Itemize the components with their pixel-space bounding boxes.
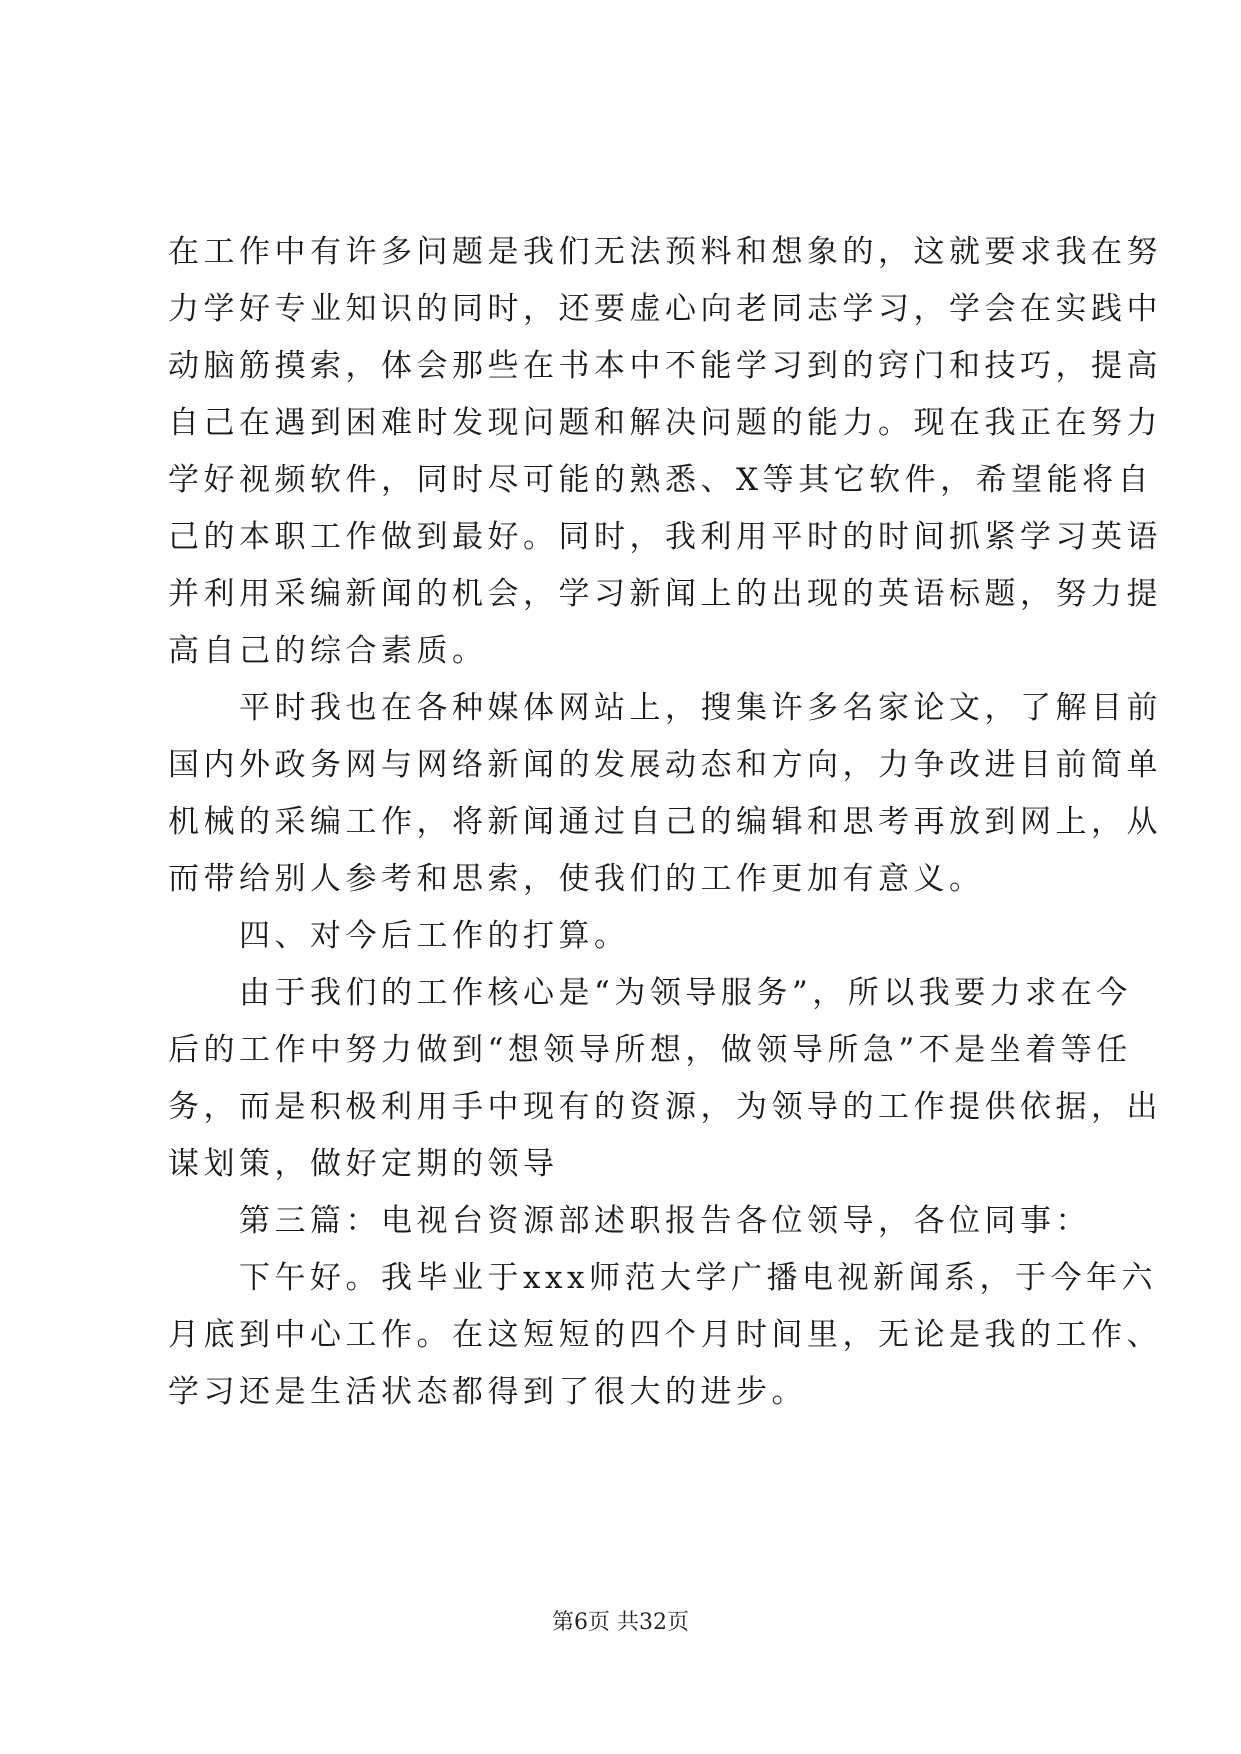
text-line: 自己在遇到困难时发现问题和解决问题的能力。现在我正在努力 [168, 405, 1162, 441]
text-line: 在工作中有许多问题是我们无法预料和想象的，这就要求我在努 [168, 234, 1162, 270]
text-line: 国内外政务网与网络新闻的发展动态和方向，力争改进目前简单 [168, 747, 1162, 783]
text-line: 动脑筋摸索，体会那些在书本中不能学习到的窍门和技巧，提高 [168, 348, 1162, 384]
text-line: 己的本职工作做到最好。同时，我利用平时的时间抓紧学习英语 [168, 519, 1162, 555]
section-title: 第三篇：电视台资源部述职报告各位领导，各位同事： [168, 1203, 1091, 1239]
text-line: 务，而是积极利用手中现有的资源，为领导的工作提供依据，出 [168, 1089, 1162, 1125]
text-line: 而带给别人参考和思索，使我们的工作更加有意义。 [168, 861, 985, 897]
text-line: 下午好。我毕业于xxx师范大学广播电视新闻系，于今年六 [168, 1260, 1157, 1296]
text-line: 学习还是生活状态都得到了很大的进步。 [168, 1374, 807, 1410]
text-line: 由于我们的工作核心是“为领导服务”，所以我要力求在今 [168, 975, 1132, 1011]
text-line: 并利用采编新闻的机会，学习新闻上的出现的英语标题，努力提 [168, 576, 1162, 612]
page-number-footer: 第6页 共32页 [552, 1610, 689, 1635]
text-line: 月底到中心工作。在这短短的四个月时间里，无论是我的工作、 [168, 1317, 1162, 1353]
text-line: 力学好专业知识的同时，还要虚心向老同志学习，学会在实践中 [168, 291, 1162, 327]
text-line: 谋划策，做好定期的领导 [168, 1146, 559, 1182]
text-line: 学好视频软件，同时尽可能的熟悉、X等其它软件，希望能将自 [168, 462, 1154, 498]
text-line: 高自己的综合素质。 [168, 633, 488, 669]
section-heading: 四、对今后工作的打算。 [168, 918, 630, 954]
text-line: 机械的采编工作，将新闻通过自己的编辑和思考再放到网上，从 [168, 804, 1162, 840]
text-line: 平时我也在各种媒体网站上，搜集许多名家论文，了解目前 [168, 690, 1162, 726]
text-line: 后的工作中努力做到“想领导所想，做领导所急”不是坐着等任 [168, 1032, 1132, 1068]
